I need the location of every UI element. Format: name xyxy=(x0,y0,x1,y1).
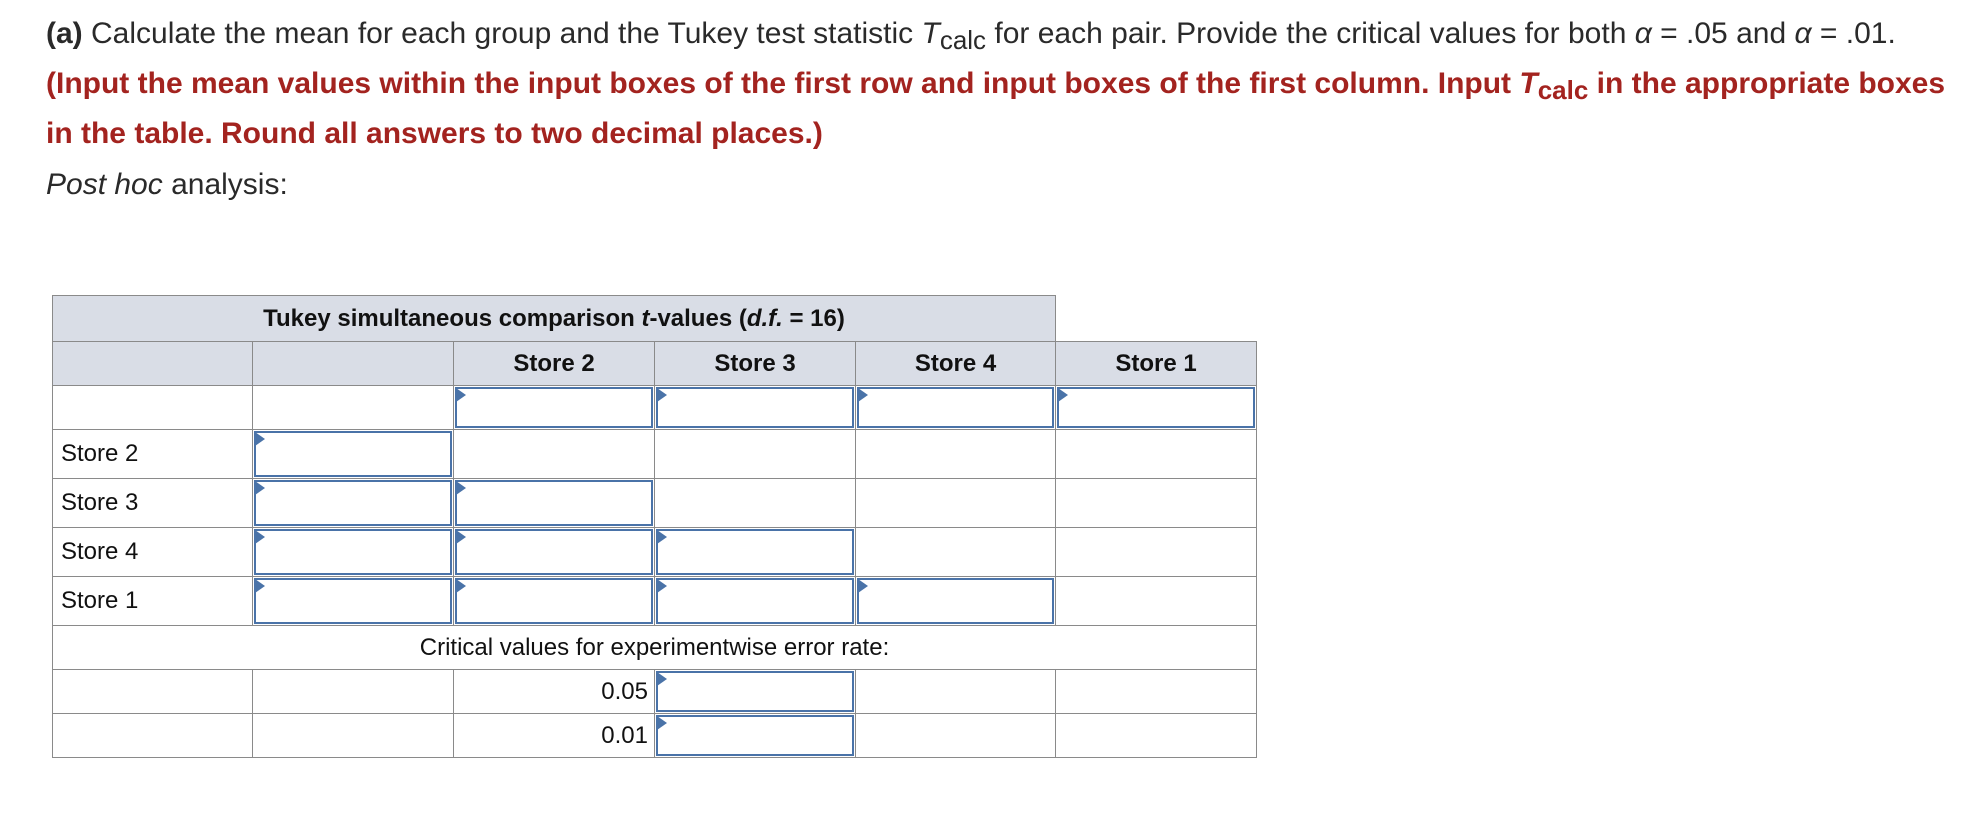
critical-values-label: Critical values for experimentwise error rate: xyxy=(53,626,1257,670)
mean-input-row-store-3[interactable] xyxy=(254,480,452,526)
row-label-store-3: Store 3 xyxy=(53,479,253,528)
mean-input-col-store-2[interactable] xyxy=(455,387,653,428)
question-text: (a) Calculate the mean for each group and the Tukey test statistic $T_{calc}$ for each pair. Provide the critical values for both α = .05 and α = .01. (Input the mean values within the input boxes of the first row and input boxes of the first column. Input $T_{calc}$ in the appropriate boxes in the table. Round all answers to two decimal places.) xyxy=(46,17,1946,150)
tcalc-input-store-4-vs-store-2[interactable] xyxy=(455,529,653,575)
mean-input-col-store-3[interactable] xyxy=(656,387,854,428)
tcalc-input-store-1-vs-store-4[interactable] xyxy=(857,578,1054,624)
col-header-store-3: Store 3 xyxy=(655,342,856,386)
col-header-store-1: Store 1 xyxy=(1056,342,1257,386)
row-label-store-4: Store 4 xyxy=(53,528,253,577)
row-label-store-1: Store 1 xyxy=(53,577,253,626)
mean-input-row-store-1[interactable] xyxy=(254,578,452,624)
tukey-table xyxy=(52,295,1257,758)
mean-input-row-store-4[interactable] xyxy=(254,529,452,575)
col-header-store-4: Store 4 xyxy=(856,342,1056,386)
alpha-05-label: 0.05 xyxy=(454,670,655,714)
alpha-01-label: 0.01 xyxy=(454,714,655,758)
col-header-store-2: Store 2 xyxy=(454,342,655,386)
mean-input-col-store-1[interactable] xyxy=(1057,387,1255,428)
tcalc-input-store-1-vs-store-3[interactable] xyxy=(656,578,854,624)
critical-value-input-01[interactable] xyxy=(656,715,854,756)
table-title: Tukey simultaneous comparison t-values (d.f. = 16) xyxy=(53,296,1056,342)
tcalc-symbol: $T_{calc}$ xyxy=(921,17,987,55)
tcalc-input-store-1-vs-store-2[interactable] xyxy=(455,578,653,624)
part-label: (a) xyxy=(46,17,83,50)
posthoc-label: Post hoc analysis: xyxy=(46,168,288,201)
row-label-store-2: Store 2 xyxy=(53,430,253,479)
instructions: (Input the mean values within the input boxes of the first row and input boxes of the first column. Input $T_{calc}$ in the appropriate boxes in the table. Round all answers to two decimal places.) xyxy=(46,67,1946,150)
mean-input-row-store-2[interactable] xyxy=(254,431,452,477)
tcalc-input-store-3-vs-store-2[interactable] xyxy=(455,480,653,526)
critical-value-input-05[interactable] xyxy=(656,671,854,712)
mean-input-col-store-4[interactable] xyxy=(857,387,1054,428)
tcalc-input-store-4-vs-store-3[interactable] xyxy=(656,529,854,575)
